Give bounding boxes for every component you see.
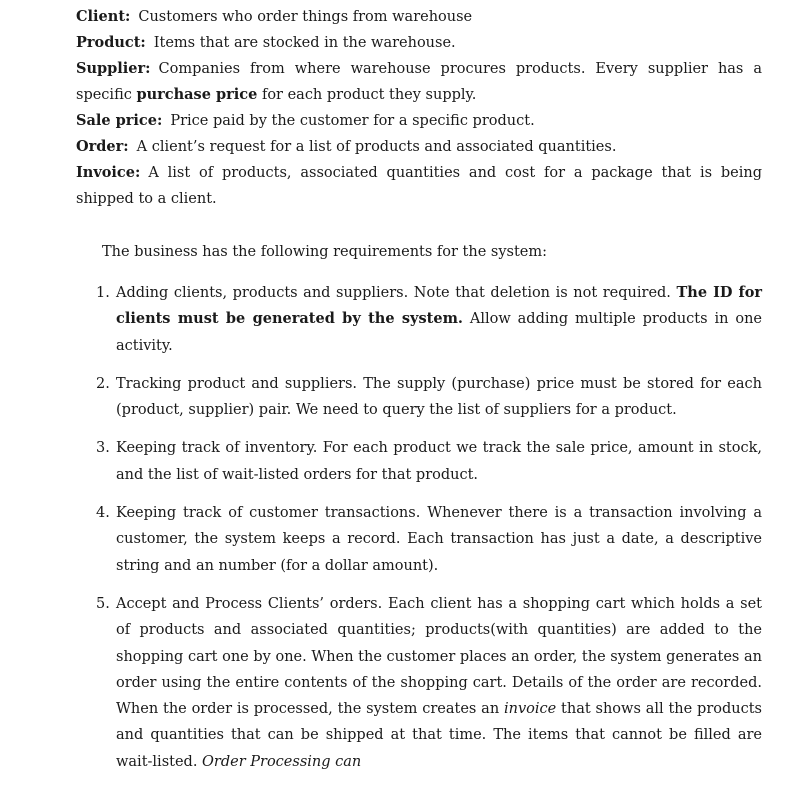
definition-text-after: for each product they supply. xyxy=(257,87,477,103)
requirement-text-after: that shows all the products and quantities that can be shipped at that time. The items that cannot be filled are wait-listed. xyxy=(116,701,762,770)
requirement-text: Keeping track of inventory. For each product we track the sale price, amount in stock, and the list of wait-listed orders for that product. xyxy=(116,440,762,483)
definition-text: Companies from where warehouse procures products. Every supplier has a specific xyxy=(76,61,762,103)
requirement-item xyxy=(76,435,762,488)
definition-term: Invoice: xyxy=(76,164,141,181)
definition-term: Order: xyxy=(76,138,129,155)
definition-supplier xyxy=(76,56,762,108)
definition-term: Product: xyxy=(76,34,146,51)
requirement-number: 4. xyxy=(96,505,110,522)
definition-product xyxy=(76,30,762,56)
definition-sale-price xyxy=(76,108,762,134)
requirement-number: 3. xyxy=(96,440,110,457)
requirement-number: 2. xyxy=(96,375,110,392)
definition-invoice xyxy=(76,160,762,212)
requirement-text: Adding clients, products and suppliers. Note that deletion is not required. xyxy=(116,285,677,301)
definition-bold-text: purchase price xyxy=(136,86,258,103)
definition-text: A client’s request for a list of products and associated quantities. xyxy=(136,139,617,155)
requirement-item xyxy=(76,280,762,359)
requirement-text: Accept and Process Clients’ orders. Each client has a shopping cart which holds a set of products and associated quantities; products(with quantities) are added to the shopping cart one by one. When the customer places an order, the system generates an order using the entire contents of the shopping cart. Details of the order are recorded. When the order is processed, the system creates an xyxy=(116,595,762,718)
requirement-item xyxy=(76,500,762,579)
definition-order xyxy=(76,134,762,160)
definition-client xyxy=(76,4,762,30)
requirement-text: Keeping track of customer transactions. Whenever there is a transaction involving a customer, the system keeps a record. Each transaction has just a date, a descriptive string and an number (for a dollar amount). xyxy=(116,505,762,574)
requirement-italic-text: invoice xyxy=(503,701,557,718)
definition-term: Supplier: xyxy=(76,60,151,77)
definition-text: Price paid by the customer for a specific product. xyxy=(170,113,535,129)
requirement-number: 1. xyxy=(96,285,110,301)
definition-text: Customers who order things from warehouse xyxy=(138,9,473,25)
definition-text: Items that are stocked in the warehouse. xyxy=(153,35,456,51)
definition-text: A list of products, associated quantities and cost for a package that is being shipped to a client. xyxy=(76,165,762,207)
requirement-text: Tracking product and suppliers. The supply (purchase) price must be stored for each (product, supplier) pair. We need to query the list of suppliers for a product. xyxy=(116,375,762,419)
requirement-text-after: Allow adding multiple products in one activity. xyxy=(116,311,763,354)
document-page xyxy=(76,4,762,787)
requirement-italic-end: Order Processing can xyxy=(202,753,362,770)
requirements-intro: The business has the following requirements for the system: xyxy=(102,244,548,260)
definition-term: Sale price: xyxy=(76,112,163,129)
requirement-bold-text: The ID for clients must be generated by the system. xyxy=(116,284,763,328)
requirement-item xyxy=(76,591,762,775)
requirement-item xyxy=(76,371,762,424)
requirements-list xyxy=(76,280,762,775)
requirement-number: 5. xyxy=(96,595,110,612)
definition-term: Client: xyxy=(76,8,131,25)
